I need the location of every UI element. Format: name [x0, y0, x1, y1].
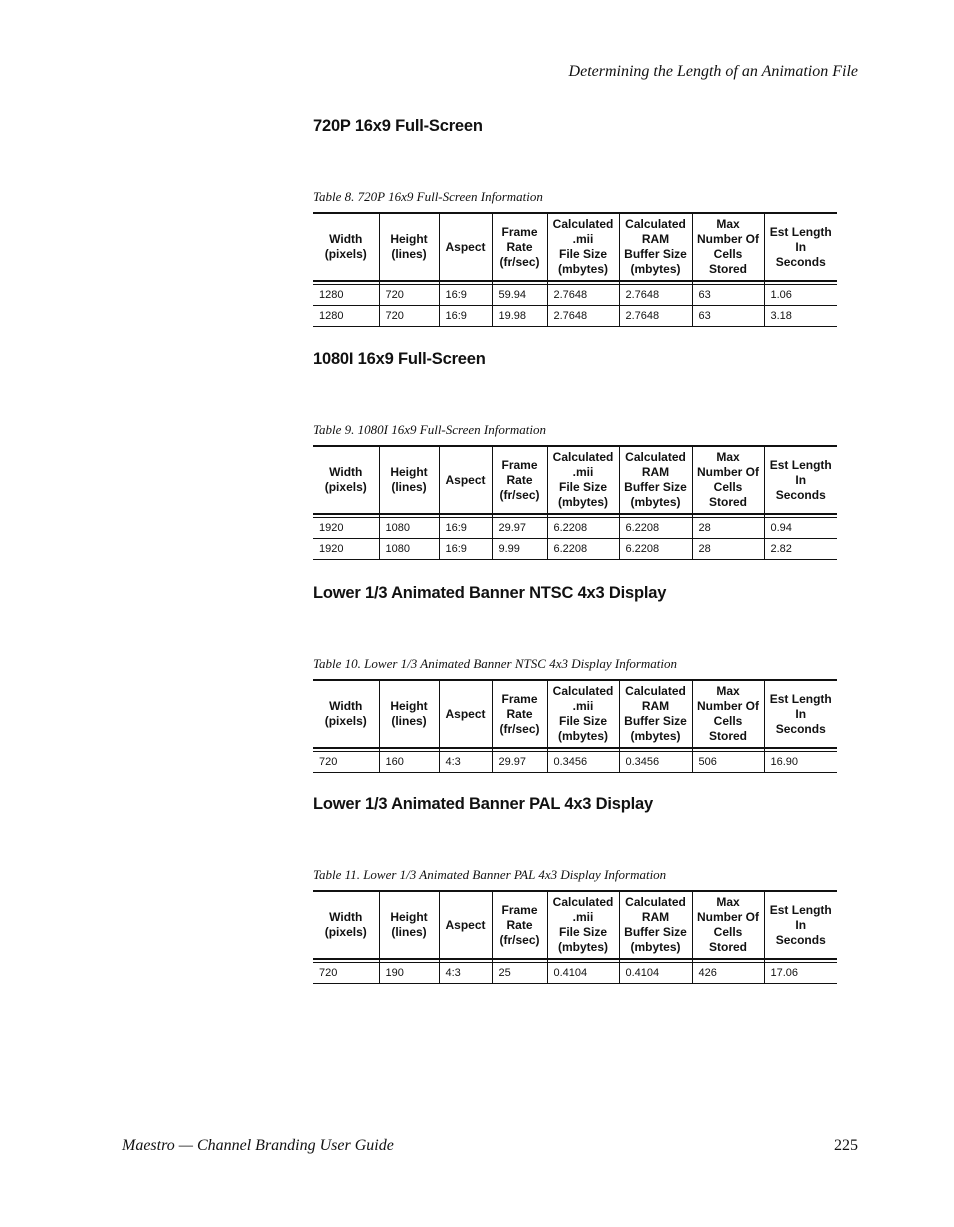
- cell-max-cells: 63: [692, 306, 764, 327]
- column-header-line: File Size: [558, 925, 608, 939]
- cell-width: 1920: [313, 539, 379, 560]
- column-header-line: Rate: [506, 239, 533, 254]
- column-header-width: [313, 891, 379, 959]
- column-header-aspect: [439, 446, 492, 514]
- cell-max-cells: 506: [692, 752, 764, 773]
- column-header-line: Frame: [501, 691, 538, 706]
- column-header-line: RAM: [641, 910, 670, 924]
- column-header-line: Stored: [708, 262, 747, 276]
- cell-height: 1080: [379, 539, 439, 560]
- data-table: [313, 445, 837, 560]
- column-header-line: Max: [716, 450, 740, 464]
- column-header-height: [379, 213, 439, 281]
- column-header-line: Max: [716, 684, 740, 698]
- cell-max-cells: 426: [692, 963, 764, 984]
- column-header-line: Calculated: [625, 895, 686, 909]
- column-header-line: Aspect: [445, 917, 486, 932]
- column-header-line: Rate: [506, 917, 533, 932]
- column-header-frame-rate: [492, 446, 547, 514]
- column-header-line: .mii: [572, 232, 594, 246]
- column-header-mii-file-size: [547, 213, 619, 281]
- cell-aspect: 4:3: [439, 752, 492, 773]
- data-table: [313, 890, 837, 984]
- column-header-line: Calculated: [552, 217, 614, 231]
- column-header-line: Seconds: [775, 721, 826, 736]
- column-header-aspect: [439, 213, 492, 281]
- column-header-line: (pixels): [324, 480, 367, 494]
- column-header-line: Aspect: [445, 706, 486, 721]
- column-header-line: Rate: [506, 706, 533, 721]
- column-header-line: Max: [716, 217, 740, 231]
- column-header-line: Buffer Size: [624, 714, 687, 728]
- column-header-line: Frame: [501, 457, 538, 472]
- cell-height: 720: [379, 306, 439, 327]
- column-header-max-cells: [692, 446, 764, 514]
- cell-mii-file-size: 0.4104: [547, 963, 619, 984]
- column-header-line: Height: [390, 465, 428, 479]
- column-header-line: File Size: [558, 247, 608, 261]
- column-header-ram-buffer-size: [619, 446, 692, 514]
- cell-height: 720: [379, 285, 439, 306]
- column-header-max-cells: [692, 213, 764, 281]
- column-header-line: In: [795, 706, 807, 721]
- column-header-line: (mbytes): [557, 940, 608, 954]
- cell-height: 160: [379, 752, 439, 773]
- column-header-line: Height: [390, 910, 428, 924]
- column-header-line: Height: [390, 699, 428, 713]
- column-header-line: Calculated: [552, 895, 614, 909]
- column-header-line: (lines): [391, 714, 427, 728]
- table-caption: Table 9. 1080I 16x9 Full-Screen Information: [313, 422, 547, 437]
- column-header-mii-file-size: [547, 891, 619, 959]
- column-header-line: Height: [390, 232, 428, 246]
- column-header-line: Width: [329, 699, 363, 713]
- cell-aspect: 16:9: [439, 306, 492, 327]
- column-header-line: RAM: [641, 232, 670, 246]
- cell-mii-file-size: 6.2208: [547, 539, 619, 560]
- column-header-line: Width: [329, 910, 363, 924]
- cell-height: 1080: [379, 518, 439, 539]
- cell-width: 1280: [313, 306, 379, 327]
- column-header-line: (mbytes): [557, 495, 608, 509]
- data-table: [313, 679, 837, 773]
- column-header-line: Calculated: [552, 684, 614, 698]
- column-header-line: Calculated: [625, 684, 686, 698]
- column-header-line: Seconds: [775, 487, 826, 502]
- section-heading: Lower 1/3 Animated Banner NTSC 4x3 Display: [313, 584, 667, 602]
- column-header-height: [379, 680, 439, 748]
- column-header-line: Aspect: [445, 239, 486, 254]
- table-header-row: [313, 680, 837, 748]
- cell-est-length: 2.82: [764, 539, 837, 560]
- column-header-line: Est Length: [769, 457, 832, 472]
- column-header-line: (pixels): [324, 714, 367, 728]
- cell-width: 720: [313, 752, 379, 773]
- column-header-ram-buffer-size: [619, 680, 692, 748]
- column-header-line: .mii: [572, 465, 594, 479]
- column-header-line: Max: [716, 895, 740, 909]
- column-header-line: (pixels): [324, 247, 367, 261]
- column-header-line: (mbytes): [630, 262, 681, 276]
- column-header-line: .mii: [572, 910, 594, 924]
- table-header-row: [313, 213, 837, 281]
- column-header-line: In: [795, 239, 807, 254]
- section-heading: Lower 1/3 Animated Banner PAL 4x3 Display: [313, 795, 653, 813]
- cell-mii-file-size: 2.7648: [547, 306, 619, 327]
- column-header-line: .mii: [572, 699, 594, 713]
- column-header-line: Number Of: [696, 232, 759, 246]
- column-header-line: Cells: [713, 714, 743, 728]
- cell-aspect: 16:9: [439, 539, 492, 560]
- cell-aspect: 16:9: [439, 518, 492, 539]
- column-header-est-length: [764, 446, 837, 514]
- table-row: [313, 285, 837, 306]
- table-caption: Table 10. Lower 1/3 Animated Banner NTSC 4x3 Display Information: [313, 656, 678, 671]
- column-header-line: (mbytes): [630, 495, 681, 509]
- cell-frame-rate: 19.98: [492, 306, 547, 327]
- column-header-line: Cells: [713, 480, 743, 494]
- section-heading: 1080I 16x9 Full-Screen: [313, 350, 486, 368]
- table-caption: Table 8. 720P 16x9 Full-Screen Information: [313, 189, 543, 204]
- column-header-ram-buffer-size: [619, 213, 692, 281]
- data-table: [313, 212, 837, 327]
- cell-est-length: 16.90: [764, 752, 837, 773]
- column-header-line: Rate: [506, 472, 533, 487]
- column-header-line: (fr/sec): [499, 721, 540, 736]
- column-header-width: [313, 446, 379, 514]
- cell-ram-buffer-size: 0.3456: [619, 752, 692, 773]
- cell-mii-file-size: 0.3456: [547, 752, 619, 773]
- column-header-line: (fr/sec): [499, 487, 540, 502]
- column-header-line: (pixels): [324, 925, 367, 939]
- column-header-ram-buffer-size: [619, 891, 692, 959]
- table-header-row: [313, 446, 837, 514]
- cell-max-cells: 28: [692, 518, 764, 539]
- column-header-line: RAM: [641, 465, 670, 479]
- column-header-line: Number Of: [696, 910, 759, 924]
- column-header-line: File Size: [558, 714, 608, 728]
- cell-aspect: 4:3: [439, 963, 492, 984]
- cell-est-length: 0.94: [764, 518, 837, 539]
- column-header-width: [313, 680, 379, 748]
- column-header-height: [379, 891, 439, 959]
- cell-height: 190: [379, 963, 439, 984]
- cell-ram-buffer-size: 2.7648: [619, 306, 692, 327]
- cell-ram-buffer-size: 0.4104: [619, 963, 692, 984]
- cell-ram-buffer-size: 6.2208: [619, 539, 692, 560]
- column-header-aspect: [439, 680, 492, 748]
- table-row: [313, 518, 837, 539]
- cell-est-length: 3.18: [764, 306, 837, 327]
- footer-guide-title: Maestro — Channel Branding User Guide: [122, 1137, 394, 1154]
- column-header-line: Width: [329, 232, 363, 246]
- section-heading: 720P 16x9 Full-Screen: [313, 117, 483, 135]
- column-header-width: [313, 213, 379, 281]
- table-row: [313, 306, 837, 327]
- cell-est-length: 1.06: [764, 285, 837, 306]
- column-header-line: In: [795, 472, 807, 487]
- column-header-line: Buffer Size: [624, 925, 687, 939]
- page-number: 225: [834, 1137, 858, 1154]
- column-header-line: RAM: [641, 699, 670, 713]
- column-header-line: File Size: [558, 480, 608, 494]
- column-header-line: Frame: [501, 224, 538, 239]
- column-header-line: Seconds: [775, 932, 826, 947]
- column-header-line: (mbytes): [557, 262, 608, 276]
- column-header-line: Aspect: [445, 472, 486, 487]
- column-header-line: Number Of: [696, 699, 759, 713]
- column-header-line: Calculated: [552, 450, 614, 464]
- column-header-line: (lines): [391, 247, 427, 261]
- column-header-line: Est Length: [769, 902, 832, 917]
- column-header-line: Cells: [713, 925, 743, 939]
- column-header-line: (fr/sec): [499, 932, 540, 947]
- cell-ram-buffer-size: 6.2208: [619, 518, 692, 539]
- column-header-est-length: [764, 891, 837, 959]
- column-header-frame-rate: [492, 891, 547, 959]
- cell-frame-rate: 29.97: [492, 518, 547, 539]
- cell-width: 1920: [313, 518, 379, 539]
- cell-frame-rate: 25: [492, 963, 547, 984]
- column-header-max-cells: [692, 891, 764, 959]
- column-header-line: Buffer Size: [624, 480, 687, 494]
- column-header-line: Calculated: [625, 450, 686, 464]
- running-header: Determining the Length of an Animation File: [568, 63, 858, 80]
- column-header-max-cells: [692, 680, 764, 748]
- column-header-line: Width: [329, 465, 363, 479]
- cell-max-cells: 28: [692, 539, 764, 560]
- cell-frame-rate: 59.94: [492, 285, 547, 306]
- column-header-line: (mbytes): [630, 729, 681, 743]
- column-header-height: [379, 446, 439, 514]
- column-header-line: Stored: [708, 495, 747, 509]
- column-header-mii-file-size: [547, 680, 619, 748]
- column-header-est-length: [764, 213, 837, 281]
- column-header-line: (mbytes): [557, 729, 608, 743]
- table-caption: Table 11. Lower 1/3 Animated Banner PAL 4x3 Display Information: [313, 867, 667, 882]
- column-header-line: Buffer Size: [624, 247, 687, 261]
- table-row: [313, 752, 837, 773]
- column-header-line: Number Of: [696, 465, 759, 479]
- column-header-line: Cells: [713, 247, 743, 261]
- cell-aspect: 16:9: [439, 285, 492, 306]
- column-header-line: (lines): [391, 925, 427, 939]
- column-header-line: Stored: [708, 729, 747, 743]
- cell-mii-file-size: 2.7648: [547, 285, 619, 306]
- column-header-line: (lines): [391, 480, 427, 494]
- column-header-line: Calculated: [625, 217, 686, 231]
- column-header-mii-file-size: [547, 446, 619, 514]
- column-header-aspect: [439, 891, 492, 959]
- column-header-line: (mbytes): [630, 940, 681, 954]
- cell-mii-file-size: 6.2208: [547, 518, 619, 539]
- column-header-frame-rate: [492, 680, 547, 748]
- column-header-line: Seconds: [775, 254, 826, 269]
- cell-width: 1280: [313, 285, 379, 306]
- column-header-line: Stored: [708, 940, 747, 954]
- column-header-line: Est Length: [769, 224, 832, 239]
- cell-width: 720: [313, 963, 379, 984]
- table-row: [313, 963, 837, 984]
- cell-frame-rate: 29.97: [492, 752, 547, 773]
- cell-ram-buffer-size: 2.7648: [619, 285, 692, 306]
- column-header-line: Frame: [501, 902, 538, 917]
- cell-max-cells: 63: [692, 285, 764, 306]
- cell-est-length: 17.06: [764, 963, 837, 984]
- table-header-row: [313, 891, 837, 959]
- column-header-line: (fr/sec): [499, 254, 540, 269]
- table-row: [313, 539, 837, 560]
- column-header-est-length: [764, 680, 837, 748]
- column-header-line: Est Length: [769, 691, 832, 706]
- column-header-frame-rate: [492, 213, 547, 281]
- cell-frame-rate: 9.99: [492, 539, 547, 560]
- column-header-line: In: [795, 917, 807, 932]
